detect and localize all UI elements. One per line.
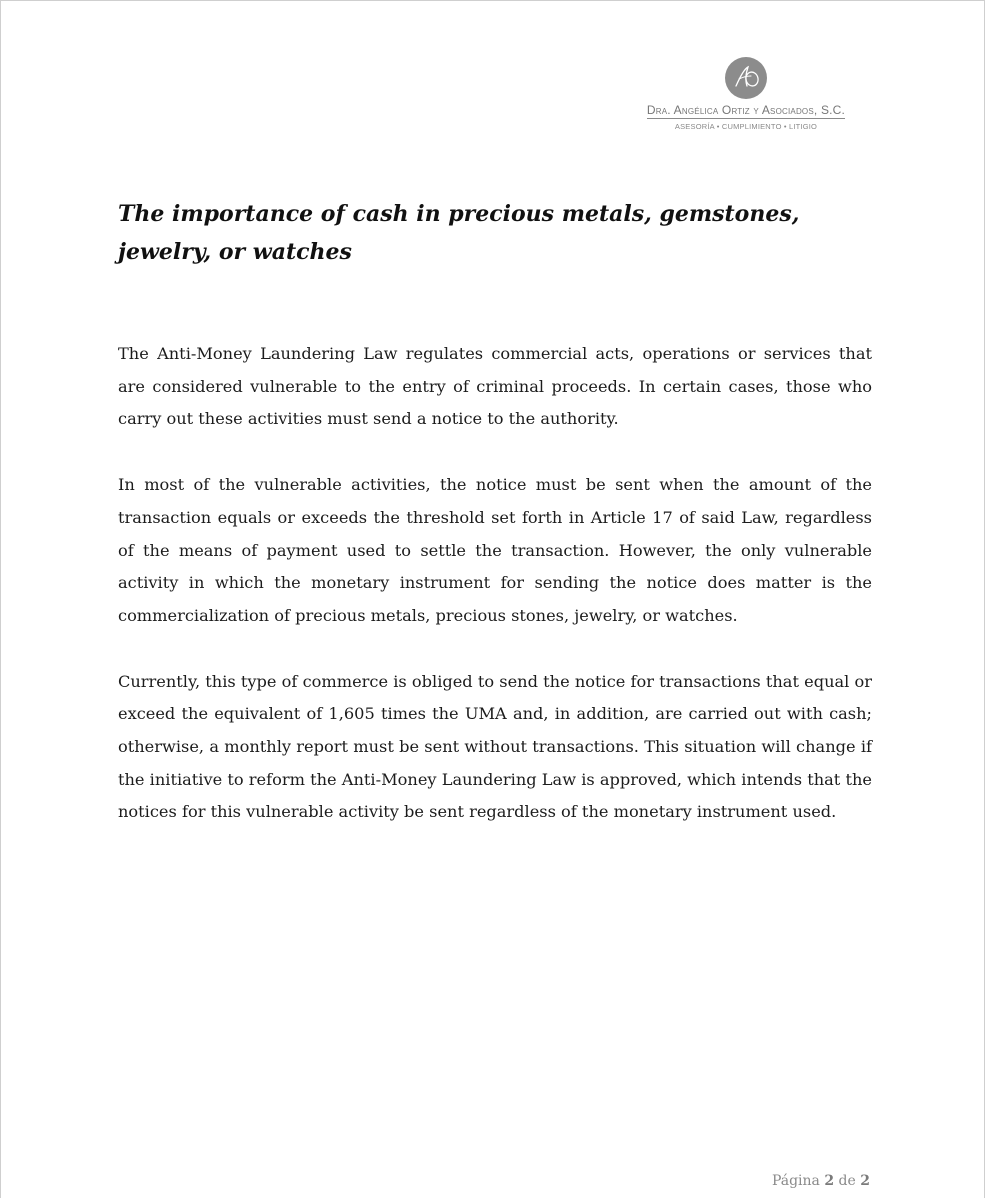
firm-tagline: ASESORÍA • CUMPLIMIENTO • LITIGIO [674, 122, 818, 131]
paragraph-2: In most of the vulnerable activities, the notice must be sent when the amount of the transaction equals or exceeds the threshold set forth in Article 17 of said Law, regardless of the means of payment used to settle the transaction. However, the only vulnerable activity in which the monetary instrument for sending the notice does matter is the commercialization of precious metals, precious stones, jewelry, or watches. [118, 475, 872, 625]
monogram-logo-icon [725, 57, 767, 99]
current-page: 2 [824, 1173, 835, 1189]
document-title: The importance of cash in precious metals, gemstones, jewelry, or watches [118, 201, 800, 265]
page-number [772, 1173, 870, 1189]
total-pages: 2 [860, 1173, 870, 1189]
paragraph-1: The Anti-Money Laundering Law regulates commercial acts, operations or services that are considered vulnerable to the entry of criminal proceeds. In certain cases, those who carry out these activities must send a notice to the authority. [118, 344, 872, 429]
page-prefix: Página [771, 1173, 820, 1189]
firm-logo [621, 57, 871, 131]
paragraph-3: Currently, this type of commerce is obliged to send the notice for transactions that equal or exceed the equivalent of 1,605 times the UMA and, in addition, are carried out with cash; otherwise, a monthly report must be sent without transactions. This situation will change if the initiative to reform the Anti-Money Laundering Law is approved, which intends that the notices for this vulnerable activity be sent regardless of the monetary instrument used. [118, 671, 872, 822]
document-body [118, 338, 872, 862]
firm-name: Dra. Angélica Ortiz y Asociados, S.C. [646, 103, 846, 117]
page-separator: de [838, 1173, 856, 1189]
